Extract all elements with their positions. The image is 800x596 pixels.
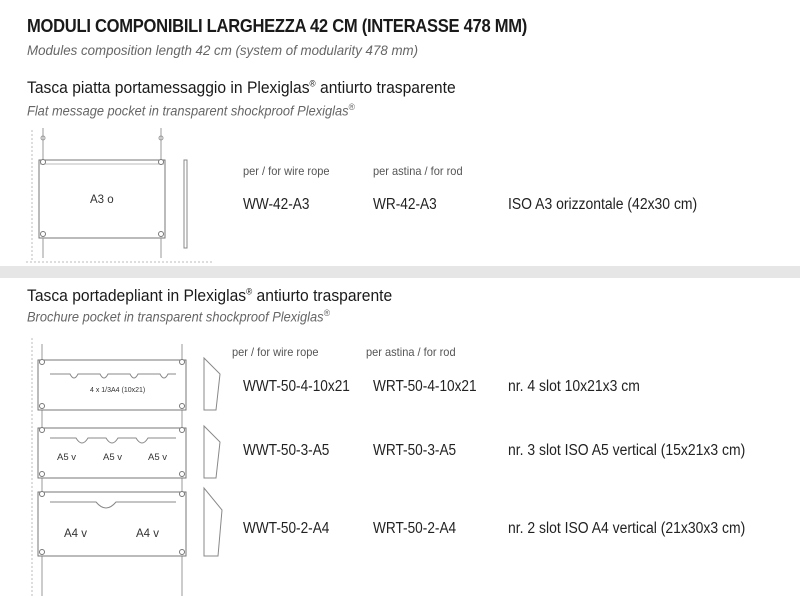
section2-row1-rod: WRT-50-4-10x21 — [373, 378, 477, 395]
section1-desc: ISO A3 orizzontale (42x30 cm) — [508, 196, 698, 213]
section1-code-wire: WW-42-A3 — [243, 196, 310, 213]
section2-subtitle: Brochure pocket in transparent shockproof Plexiglas® — [27, 308, 330, 325]
section2-row3-wire: WWT-50-2-A4 — [243, 520, 330, 537]
section2-col-wire: per / for wire rope — [232, 345, 319, 359]
section2-row3-rod: WRT-50-2-A4 — [373, 520, 457, 537]
drawing-label-row2-1: A5 v — [57, 452, 77, 463]
section2-row1-desc: nr. 4 slot 10x21x3 cm — [508, 378, 640, 395]
section2-row2-wire: WWT-50-3-A5 — [243, 442, 330, 459]
page-subtitle: Modules composition length 42 cm (system of modularity 478 mm) — [27, 42, 419, 58]
drawing-label-row1: 4 x 1/3A4 (10x21) — [90, 387, 146, 394]
section1-subtitle: Flat message pocket in transparent shockproof Plexiglas® — [27, 102, 355, 119]
section2-row1-wire: WWT-50-4-10x21 — [243, 378, 350, 395]
section-divider — [0, 266, 800, 278]
section1-title: Tasca piatta portamessaggio in Plexiglas® antiurto trasparente — [27, 78, 456, 97]
brochure-pocket-drawing — [26, 334, 226, 596]
drawing-label-row2-3: A5 v — [148, 452, 168, 463]
drawing-label-row3-2: A4 v — [136, 528, 160, 540]
section1-col-rod: per astina / for rod — [373, 164, 463, 178]
section1-col-wire: per / for wire rope — [243, 164, 330, 178]
section1-code-rod: WR-42-A3 — [373, 196, 437, 213]
section2-row2-rod: WRT-50-3-A5 — [373, 442, 457, 459]
drawing-label-a3: A3 o — [90, 194, 114, 206]
section2-row3-desc: nr. 2 slot ISO A4 vertical (21x30x3 cm) — [508, 520, 746, 537]
drawing-label-row2-2: A5 v — [103, 452, 123, 463]
section2-col-rod: per astina / for rod — [366, 345, 456, 359]
section2-row2-desc: nr. 3 slot ISO A5 vertical (15x21x3 cm) — [508, 442, 746, 459]
section2-title: Tasca portadepliant in Plexiglas® antiurto trasparente — [27, 286, 393, 305]
page-title: MODULI COMPONIBILI LARGHEZZA 42 CM (INTERASSE 478 MM) — [27, 16, 527, 36]
flat-pocket-drawing — [26, 122, 216, 267]
drawing-label-row3-1: A4 v — [64, 528, 88, 540]
